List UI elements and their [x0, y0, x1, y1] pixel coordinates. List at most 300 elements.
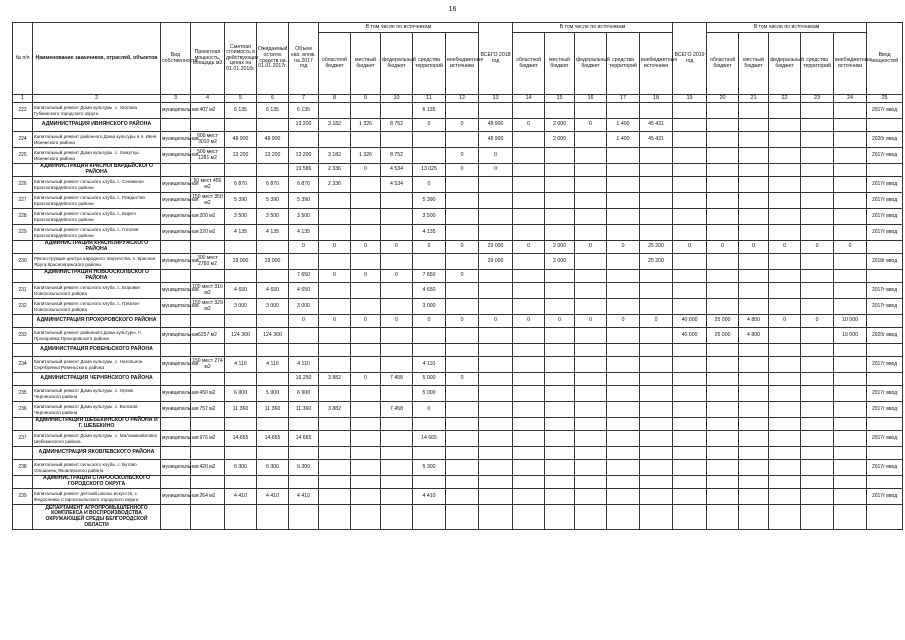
value-cell — [607, 357, 640, 373]
value-cell: 4 410 — [289, 489, 319, 505]
capacity-cell: 264 м2 — [191, 489, 225, 505]
column-number: 3 — [161, 95, 191, 103]
capacity-cell — [191, 119, 225, 132]
value-cell — [834, 254, 867, 270]
estimate-cell — [225, 241, 257, 254]
value-cell — [351, 418, 381, 431]
value-cell — [607, 283, 640, 299]
value-cell — [673, 103, 707, 119]
value-cell — [769, 418, 801, 431]
column-number: 24 — [834, 95, 867, 103]
value-cell — [640, 344, 673, 357]
section-title: ДЕПАРТАМЕНТ АГРОПРОМЫШЛЕННОГО КОМПЛЕКСА И ВОСПРОИЗВОДСТВА ОКРУЖАЮЩЕЙ СРЕДЫ БЕЛГОРОДСКОЙ ОБЛАСТИ — [33, 505, 161, 530]
value-cell — [707, 254, 739, 270]
value-cell — [381, 328, 413, 344]
empty-cell — [381, 505, 413, 530]
value-cell: 40 000 — [673, 328, 707, 344]
row-number: 226 — [13, 177, 33, 193]
value-cell — [479, 209, 513, 225]
value-cell — [739, 386, 769, 402]
owner-cell — [161, 344, 191, 357]
value-cell — [479, 431, 513, 447]
value-cell — [413, 254, 446, 270]
estimate-cell: 29 000 — [225, 254, 257, 270]
estimate-cell — [225, 270, 257, 283]
value-cell — [707, 386, 739, 402]
capacity-cell — [191, 476, 225, 489]
value-cell — [545, 103, 575, 119]
table-row — [13, 328, 903, 344]
value-cell: 48 900 — [479, 119, 513, 132]
value-cell — [673, 476, 707, 489]
value-cell — [801, 103, 834, 119]
value-cell — [479, 418, 513, 431]
department-row — [13, 505, 903, 530]
estimate-cell: 5 390 — [225, 193, 257, 209]
value-cell — [607, 431, 640, 447]
value-cell — [446, 402, 479, 418]
value-cell — [769, 283, 801, 299]
group-sources-2018: В том числе по источникам — [513, 23, 673, 33]
value-cell — [575, 328, 607, 344]
value-cell: 0 — [413, 315, 446, 328]
row-number: 231 — [13, 283, 33, 299]
value-cell — [834, 373, 867, 386]
value-cell — [513, 386, 545, 402]
value-cell — [834, 299, 867, 315]
value-cell: 2 000 — [545, 132, 575, 148]
value-cell — [545, 357, 575, 373]
capacity-cell: 150 мест 274 м2 — [191, 357, 225, 373]
value-cell — [575, 418, 607, 431]
object-name: Капитальный ремонт Дома культуры, с. Волоков Чернянского района — [33, 402, 161, 418]
value-cell — [351, 283, 381, 299]
value-cell — [513, 344, 545, 357]
value-cell — [769, 164, 801, 177]
column-number: 8 — [319, 95, 351, 103]
remaining-cell — [257, 418, 289, 431]
estimate-cell — [225, 164, 257, 177]
remaining-cell: 124 300 — [257, 328, 289, 344]
capacity-cell: 976 м2 — [191, 431, 225, 447]
object-name: Капитальный ремонт Дома культуры, с. Уколово Губкинского городского округа — [33, 103, 161, 119]
owner-cell — [161, 447, 191, 460]
value-cell: 0 — [575, 315, 607, 328]
empty-cell — [640, 505, 673, 530]
value-cell — [834, 489, 867, 505]
value-cell — [607, 299, 640, 315]
value-cell — [575, 431, 607, 447]
value-cell — [479, 103, 513, 119]
estimate-cell: 14 665 — [225, 431, 257, 447]
row-number: 235 — [13, 386, 33, 402]
value-cell — [834, 193, 867, 209]
value-cell — [545, 225, 575, 241]
row-number: 238 — [13, 460, 33, 476]
value-cell: 3 882 — [319, 373, 351, 386]
empty-cell — [225, 505, 257, 530]
value-cell — [801, 386, 834, 402]
value-cell — [351, 460, 381, 476]
remaining-cell — [257, 241, 289, 254]
value-cell — [673, 447, 707, 460]
value-cell — [381, 299, 413, 315]
value-cell — [801, 299, 834, 315]
value-cell — [607, 460, 640, 476]
row-number — [13, 119, 33, 132]
value-cell — [575, 132, 607, 148]
value-cell — [351, 476, 381, 489]
value-cell — [545, 270, 575, 283]
remaining-cell: 14 665 — [257, 431, 289, 447]
empty-cell — [289, 505, 319, 530]
value-cell — [381, 476, 413, 489]
row-number — [13, 344, 33, 357]
col-local: местный бюджет — [545, 33, 575, 95]
owner-cell: муниципальная — [161, 283, 191, 299]
value-cell: 0 — [739, 241, 769, 254]
table-row — [13, 225, 903, 241]
estimate-cell: 13 200 — [225, 148, 257, 164]
value-cell — [607, 254, 640, 270]
value-cell — [545, 193, 575, 209]
value-cell: 4 110 — [413, 357, 446, 373]
column-number: 5 — [225, 95, 257, 103]
value-cell — [513, 103, 545, 119]
value-cell: 13 200 — [289, 148, 319, 164]
value-cell — [707, 489, 739, 505]
value-cell — [545, 431, 575, 447]
value-cell: 0 — [381, 241, 413, 254]
value-cell — [575, 299, 607, 315]
owner-cell — [161, 476, 191, 489]
owner-cell: муниципальная — [161, 357, 191, 373]
remaining-cell — [257, 476, 289, 489]
value-cell: 25 200 — [640, 254, 673, 270]
value-cell — [413, 447, 446, 460]
value-cell: 0 — [319, 241, 351, 254]
col-commission: Ввод мощностей — [867, 23, 903, 95]
value-cell — [607, 270, 640, 283]
value-cell — [413, 344, 446, 357]
table-row — [13, 132, 903, 148]
owner-cell: муниципальная — [161, 402, 191, 418]
object-name: Капитальный ремонт Дома культуры, с. Нагольное Серебрянка Ровеньского района — [33, 357, 161, 373]
value-cell — [739, 460, 769, 476]
row-number — [13, 418, 33, 431]
value-cell — [739, 447, 769, 460]
value-cell — [673, 489, 707, 505]
capacity-cell — [191, 164, 225, 177]
value-cell — [867, 315, 903, 328]
column-number: 16 — [575, 95, 607, 103]
value-cell — [545, 344, 575, 357]
value-cell — [607, 489, 640, 505]
capacity-cell — [191, 373, 225, 386]
empty-cell — [446, 505, 479, 530]
table-header — [13, 23, 903, 103]
empty-cell — [769, 505, 801, 530]
value-cell — [739, 270, 769, 283]
section-row — [13, 373, 903, 386]
value-cell — [319, 386, 351, 402]
section-row — [13, 315, 903, 328]
value-cell — [640, 283, 673, 299]
row-number: 228 — [13, 209, 33, 225]
value-cell — [607, 373, 640, 386]
value-cell — [479, 299, 513, 315]
row-number: 239 — [13, 489, 33, 505]
value-cell — [351, 299, 381, 315]
value-cell — [575, 225, 607, 241]
value-cell: 0 — [446, 373, 479, 386]
value-cell — [834, 357, 867, 373]
section-row — [13, 241, 903, 254]
commission-cell: 2020г ввод — [867, 132, 903, 148]
estimate-cell: 124 300 — [225, 328, 257, 344]
owner-cell — [161, 119, 191, 132]
value-cell — [575, 148, 607, 164]
table-row — [13, 460, 903, 476]
table-row — [13, 193, 903, 209]
investment-table — [12, 22, 903, 530]
value-cell: 6 900 — [289, 386, 319, 402]
value-cell — [769, 119, 801, 132]
table-row — [13, 431, 903, 447]
empty-cell — [707, 505, 739, 530]
value-cell — [446, 386, 479, 402]
value-cell — [351, 386, 381, 402]
value-cell — [707, 373, 739, 386]
value-cell — [381, 209, 413, 225]
row-number: 222 — [13, 103, 33, 119]
value-cell — [834, 177, 867, 193]
value-cell — [769, 148, 801, 164]
col-territory: средства территорий — [607, 33, 640, 95]
column-number: 20 — [707, 95, 739, 103]
value-cell: 5 000 — [413, 373, 446, 386]
value-cell — [834, 209, 867, 225]
value-cell — [801, 270, 834, 283]
row-number: 229 — [13, 225, 33, 241]
value-cell — [479, 344, 513, 357]
capacity-cell: 757 м2 — [191, 402, 225, 418]
value-cell — [607, 328, 640, 344]
estimate-cell — [225, 373, 257, 386]
column-number: 12 — [446, 95, 479, 103]
section-title: АДМИНИСТРАЦИЯ РОВЕНЬСКОГО РАЙОНА — [33, 344, 161, 357]
value-cell — [673, 225, 707, 241]
empty-cell — [257, 505, 289, 530]
empty-cell — [351, 505, 381, 530]
estimate-cell: 4 650 — [225, 283, 257, 299]
value-cell — [513, 209, 545, 225]
object-name: Капитальный ремонт районного Дома культуры, п. Прохоровка Прохоровского района — [33, 328, 161, 344]
value-cell — [769, 431, 801, 447]
remaining-cell — [257, 344, 289, 357]
owner-cell: муниципальная — [161, 177, 191, 193]
col-local: местный бюджет — [739, 33, 769, 95]
value-cell — [607, 402, 640, 418]
empty-cell — [513, 505, 545, 530]
commission-cell: 2017г ввод — [867, 209, 903, 225]
value-cell — [834, 431, 867, 447]
table-row — [13, 386, 903, 402]
value-cell — [801, 283, 834, 299]
estimate-cell: 4 135 — [225, 225, 257, 241]
value-cell — [739, 283, 769, 299]
value-cell — [575, 270, 607, 283]
value-cell: 0 — [381, 270, 413, 283]
value-cell — [289, 476, 319, 489]
col-regional: областной бюджет — [513, 33, 545, 95]
value-cell — [381, 193, 413, 209]
column-number: 13 — [479, 95, 513, 103]
value-cell — [739, 431, 769, 447]
value-cell: 0 — [801, 315, 834, 328]
commission-cell: 2017г ввод — [867, 357, 903, 373]
owner-cell: муниципальная — [161, 489, 191, 505]
value-cell — [319, 299, 351, 315]
value-cell — [739, 193, 769, 209]
value-cell: 0 — [575, 119, 607, 132]
value-cell — [673, 402, 707, 418]
value-cell: 4 650 — [413, 283, 446, 299]
value-cell — [707, 344, 739, 357]
value-cell — [673, 119, 707, 132]
row-number: 232 — [13, 299, 33, 315]
col-federal: федеральный бюджет — [381, 33, 413, 95]
value-cell — [607, 103, 640, 119]
remaining-cell: 5 900 — [257, 386, 289, 402]
column-number: 7 — [289, 95, 319, 103]
value-cell — [381, 132, 413, 148]
value-cell — [545, 386, 575, 402]
column-number: 18 — [640, 95, 673, 103]
value-cell: 6 870 — [289, 177, 319, 193]
column-number: 4 — [191, 95, 225, 103]
value-cell — [707, 164, 739, 177]
value-cell — [769, 344, 801, 357]
value-cell — [446, 103, 479, 119]
value-cell — [545, 402, 575, 418]
value-cell — [707, 418, 739, 431]
table-row — [13, 489, 903, 505]
value-cell: 0 — [289, 241, 319, 254]
remaining-cell: 4 110 — [257, 357, 289, 373]
value-cell — [446, 299, 479, 315]
value-cell — [413, 476, 446, 489]
value-cell: 10 000 — [834, 328, 867, 344]
empty-cell — [545, 505, 575, 530]
value-cell: 0 — [801, 241, 834, 254]
value-cell — [351, 344, 381, 357]
value-cell — [513, 431, 545, 447]
value-cell — [801, 209, 834, 225]
remaining-cell: 5 390 — [257, 193, 289, 209]
owner-cell: муниципальная — [161, 103, 191, 119]
object-name: Реконструкция центра народного творчества, п. Красная Яруга Краснояружского района — [33, 254, 161, 270]
value-cell — [640, 357, 673, 373]
value-cell — [707, 447, 739, 460]
remaining-cell — [257, 164, 289, 177]
value-cell — [513, 373, 545, 386]
value-cell — [769, 177, 801, 193]
value-cell — [319, 489, 351, 505]
capacity-cell: 450 м2 — [191, 386, 225, 402]
value-cell: 0 — [413, 119, 446, 132]
capacity-cell — [191, 344, 225, 357]
value-cell: 25 200 — [640, 241, 673, 254]
estimate-cell — [225, 315, 257, 328]
value-cell — [319, 254, 351, 270]
value-cell — [673, 132, 707, 148]
commission-cell: 2017г ввод — [867, 193, 903, 209]
table-row — [13, 299, 903, 315]
value-cell — [801, 193, 834, 209]
row-number — [13, 315, 33, 328]
col-total-2019: ВСЕГО 2019 год — [673, 23, 707, 95]
value-cell: 0 — [575, 241, 607, 254]
col-owner: Вид собственности — [161, 23, 191, 95]
value-cell — [446, 177, 479, 193]
capacity-cell — [191, 270, 225, 283]
object-name: Капитальный ремонт сельского клуба, с. Бутово Ольшанец Яковлевского района — [33, 460, 161, 476]
value-cell — [739, 148, 769, 164]
value-cell: 4 800 — [739, 315, 769, 328]
col-extra: внебюджетные источники — [834, 33, 867, 95]
value-cell: 0 — [446, 148, 479, 164]
value-cell — [413, 418, 446, 431]
value-cell — [319, 103, 351, 119]
column-number: 6 — [257, 95, 289, 103]
value-cell — [707, 357, 739, 373]
value-cell — [801, 148, 834, 164]
value-cell — [607, 177, 640, 193]
value-cell — [769, 386, 801, 402]
value-cell — [545, 460, 575, 476]
column-number: 19 — [673, 95, 707, 103]
value-cell — [575, 344, 607, 357]
owner-cell: муниципальная — [161, 299, 191, 315]
remaining-cell: 6 135 — [257, 103, 289, 119]
value-cell — [673, 270, 707, 283]
value-cell — [673, 460, 707, 476]
value-cell — [769, 460, 801, 476]
value-cell — [673, 177, 707, 193]
value-cell — [513, 132, 545, 148]
col-capacity: Проектная мощность, площадь м2 — [191, 23, 225, 95]
value-cell: 4 650 — [289, 283, 319, 299]
value-cell — [834, 225, 867, 241]
object-name: Капитальный ремонт Дома культуры, с. Маломихайловка Шебекинского района — [33, 431, 161, 447]
empty-cell — [867, 505, 903, 530]
col-local: местный бюджет — [351, 33, 381, 95]
value-cell — [575, 460, 607, 476]
owner-cell: муниципальная — [161, 328, 191, 344]
empty-cell — [479, 505, 513, 530]
value-cell — [545, 418, 575, 431]
value-cell — [479, 386, 513, 402]
column-number: 2 — [33, 95, 161, 103]
value-cell — [769, 328, 801, 344]
value-cell — [381, 418, 413, 431]
value-cell: 14 665 — [413, 431, 446, 447]
commission-cell: 2017г ввод — [867, 386, 903, 402]
value-cell — [801, 373, 834, 386]
value-cell — [834, 119, 867, 132]
value-cell — [575, 193, 607, 209]
